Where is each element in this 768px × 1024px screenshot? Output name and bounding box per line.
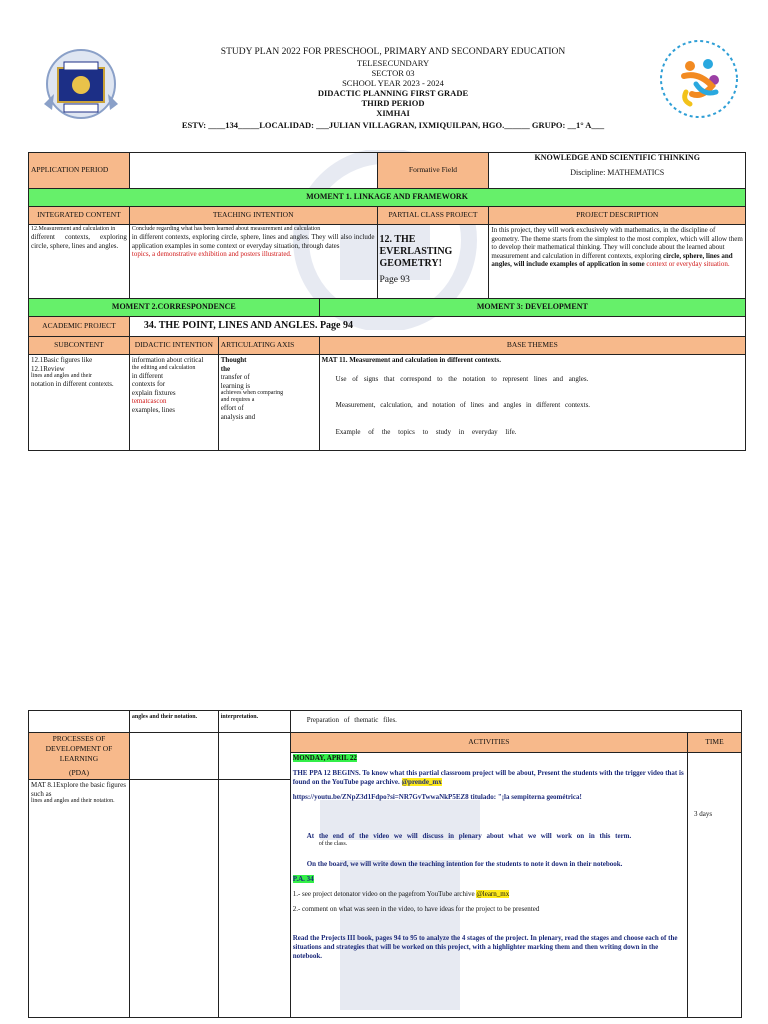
pda-abbr: (PDA) [68, 768, 89, 777]
project-description-red: context or everyday situation. [646, 260, 730, 268]
subcontent-rest: notation in different contexts. [31, 380, 114, 388]
continued-artic-cell [218, 711, 290, 733]
artic-a: Thought [220, 356, 247, 364]
time-value: 3 days [694, 810, 713, 818]
pda-label: PROCESSES OF DEVELOPMENT OF LEARNING [45, 734, 113, 763]
pda-spacer-1 [129, 733, 218, 780]
didactic-a: information about critical [131, 356, 204, 364]
time-cell [688, 753, 742, 1018]
teaching-intention-red: topics, a demonstrative exhibition and posters illustrated. [131, 250, 292, 258]
header-line-6: THIRD PERIOD [361, 98, 425, 108]
activity-2: At the end of the video we will discuss in plenary about what we will work on in this term. [306, 832, 632, 840]
integrated-content-header: INTEGRATED CONTENT [29, 207, 130, 225]
activity-4-handle: @learn_mx [476, 890, 510, 898]
activity-1-handle: @prende_mx [401, 778, 442, 786]
pda-empty-2 [218, 780, 290, 1018]
header-line-8: ESTV: ____134_____LOCALIDAD: ___JULIAN VILLAGRAN, IXMIQUILPAN, HGO.______ GRUPO: __1° A___ [181, 120, 605, 130]
continued-didactic-text: angles and their notation. [131, 714, 198, 720]
activities-header: ACTIVITIES [290, 733, 687, 753]
project-description-text: In this project, they will work exclusively with mathematics, in the discipline of geometry. The theme starts from the simplest to the most complex, which will allow them to develop their mathematical thinking. They will conclude about the learned about measurement and calculation in different contexts, exploring [491, 226, 743, 260]
header-line-7: XIMHAI [376, 108, 410, 118]
header-line-1: STUDY PLAN 2022 FOR PRESCHOOL, PRIMARY AND SECONDARY EDUCATION [220, 47, 566, 57]
hidalgo-school-logo [36, 44, 126, 128]
header-line-2: TELESECUNDARY [356, 58, 430, 68]
integrated-content-small: 12.Measurement and calculation in [31, 226, 116, 232]
artic-c: transfer of [220, 373, 250, 381]
didactic-b: the editing and calculation [131, 364, 196, 371]
pda-header [29, 733, 130, 780]
project-description-cell [489, 225, 746, 299]
activity-5: 2.- comment on what was seen in the video, to have ideas for the project to be presented [292, 905, 540, 913]
artic-g: effort of [220, 404, 244, 412]
partial-project-page: Page 93 [379, 275, 410, 285]
base-themes-cell [319, 355, 745, 451]
subcontent-cell [29, 355, 130, 451]
teaching-intention-small: Conclude regarding what has been learned about measurement and calculation [131, 226, 321, 232]
didactic-intention-cell [129, 355, 218, 451]
field-name: KNOWLEDGE AND SCIENTIFIC THINKING [534, 153, 700, 162]
subcontent-lead: 12.1Basic figures like 12.1Review [31, 356, 93, 373]
planning-table-bottom [28, 710, 742, 1018]
formative-field-label: Formative Field [377, 153, 489, 189]
project-description-bold: circle, sphere, lines and angles, will include examples of application in some [491, 251, 733, 268]
planning-table-top [28, 152, 746, 451]
document-header [150, 46, 636, 130]
application-period-value [129, 153, 377, 189]
base-theme-3: Example of the topics to study in everyday life. [335, 427, 517, 436]
continued-didactic-cell [129, 711, 218, 733]
project-description-header: PROJECT DESCRIPTION [489, 207, 746, 225]
didactic-red: tematcascon [131, 397, 167, 405]
teaching-intention-header: TEACHING INTENTION [129, 207, 377, 225]
activity-2-small: of the class. [318, 841, 348, 847]
teaching-intention-cell [129, 225, 377, 299]
articulating-axis-header: ARTICULATING AXIS [218, 337, 319, 355]
pda-spacer-2 [218, 733, 290, 780]
continued-subcontent-cell [29, 711, 130, 733]
moment-1-banner: MOMENT 1. LINKAGE AND FRAMEWORK [29, 189, 746, 207]
artic-e: achieves when comparing [220, 390, 284, 396]
continued-base-cell [290, 711, 741, 733]
academic-project-title: 34. THE POINT, LINES AND ANGLES. Page 94 [129, 317, 745, 337]
didactic-d: contexts for [131, 380, 166, 388]
base-themes-header: BASE THEMES [319, 337, 745, 355]
formative-field-value [489, 153, 746, 189]
subcontent-small: lines and angles and their [31, 373, 92, 379]
application-period-label: APPLICATION PERIOD [29, 153, 130, 189]
pda-text-b: lines and angles and their notation. [31, 798, 115, 804]
pa-label: P.A. 34 [292, 875, 314, 883]
didactic-c: in different [131, 371, 164, 380]
activity-3: On the board, we will write down the teaching intention for the students to note it down in their notebook. [306, 860, 623, 868]
base-theme-2: Measurement, calculation, and notation of lines and angles in different contexts. [335, 401, 591, 409]
activity-1: THE PPA 12 BEGINS. To know what this partial classroom project will be about, Present the students with the trigger video that is found on the YouTube page archive. [292, 769, 684, 786]
academic-project-label: ACADEMIC PROJECT [29, 317, 130, 337]
activity-4: 1.- see project detonator video on the pagefrom YouTube archive [292, 890, 475, 898]
didactic-e: explain fixtures [131, 388, 176, 397]
artic-d: learning is [220, 381, 251, 390]
partial-class-project-cell [377, 225, 489, 299]
partial-project-title: 12. THE EVERLASTING GEOMETRY! [379, 234, 453, 269]
header-line-3: SECTOR 03 [371, 68, 415, 78]
discipline: Discipline: MATHEMATICS [570, 167, 665, 177]
continued-base-text: Preparation of thematic files. [306, 716, 397, 724]
activity-6: Read the Projects III book, pages 94 to 95 to analyze the 4 stages of the project. In plenary, read the stages and choose each of the situations and strategies that will be worked on this project, with a highlighter marking them and then writing down in the notebook. [292, 934, 678, 960]
header-line-5: DIDACTIC PLANNING FIRST GRADE [317, 88, 469, 98]
didactic-intention-header: DIDACTIC INTENTION [129, 337, 218, 355]
artic-f: and requires a [220, 397, 255, 403]
time-header: TIME [688, 733, 742, 753]
articulating-axis-cell [218, 355, 319, 451]
pda-text-cell [29, 780, 130, 1018]
subcontent-header: SUBCONTENT [29, 337, 130, 355]
base-theme-1: Use of signs that correspond to the notation to represent lines and angles. [335, 374, 589, 383]
moment-3-banner: MOMENT 3: DEVELOPMENT [319, 299, 745, 317]
partial-class-project-header: PARTIAL CLASS PROJECT [377, 207, 489, 225]
moment-2-banner: MOMENT 2.CORRESPONDENCE [29, 299, 320, 317]
continued-artic-text: interpretation. [220, 714, 259, 720]
didactic-f: examples, lines [131, 405, 176, 414]
teaching-intention-text: in different contexts, exploring circle, sphere, lines and angles. They will also include application examples in some context or everyday situation, through dates [131, 233, 375, 250]
artic-h: analysis and [220, 412, 256, 421]
base-themes-title: MAT 11. Measurement and calculation in different contexts. [321, 356, 501, 364]
integrated-content-text: different contexts, exploring circle, sphere, lines and angles. [31, 233, 127, 250]
saberes-pensamiento-logo [656, 36, 742, 122]
header-line-4: SCHOOL YEAR 2023 - 2024 [342, 78, 444, 88]
activity-date: MONDAY, APRIL 22 [292, 754, 357, 762]
artic-b: the [220, 364, 231, 373]
pda-empty-1 [129, 780, 218, 1018]
activity-1-link[interactable]: https://youtu.be/ZNpZ3d1Fdpo?si=NR7GvTwwaNkP5EZ8 titulado: "¡la sempiterna geométrica! [292, 793, 582, 801]
pda-text-a: MAT 8.1Explore the basic figures such as [31, 781, 126, 798]
integrated-content-cell [29, 225, 130, 299]
activities-cell [290, 753, 687, 1018]
